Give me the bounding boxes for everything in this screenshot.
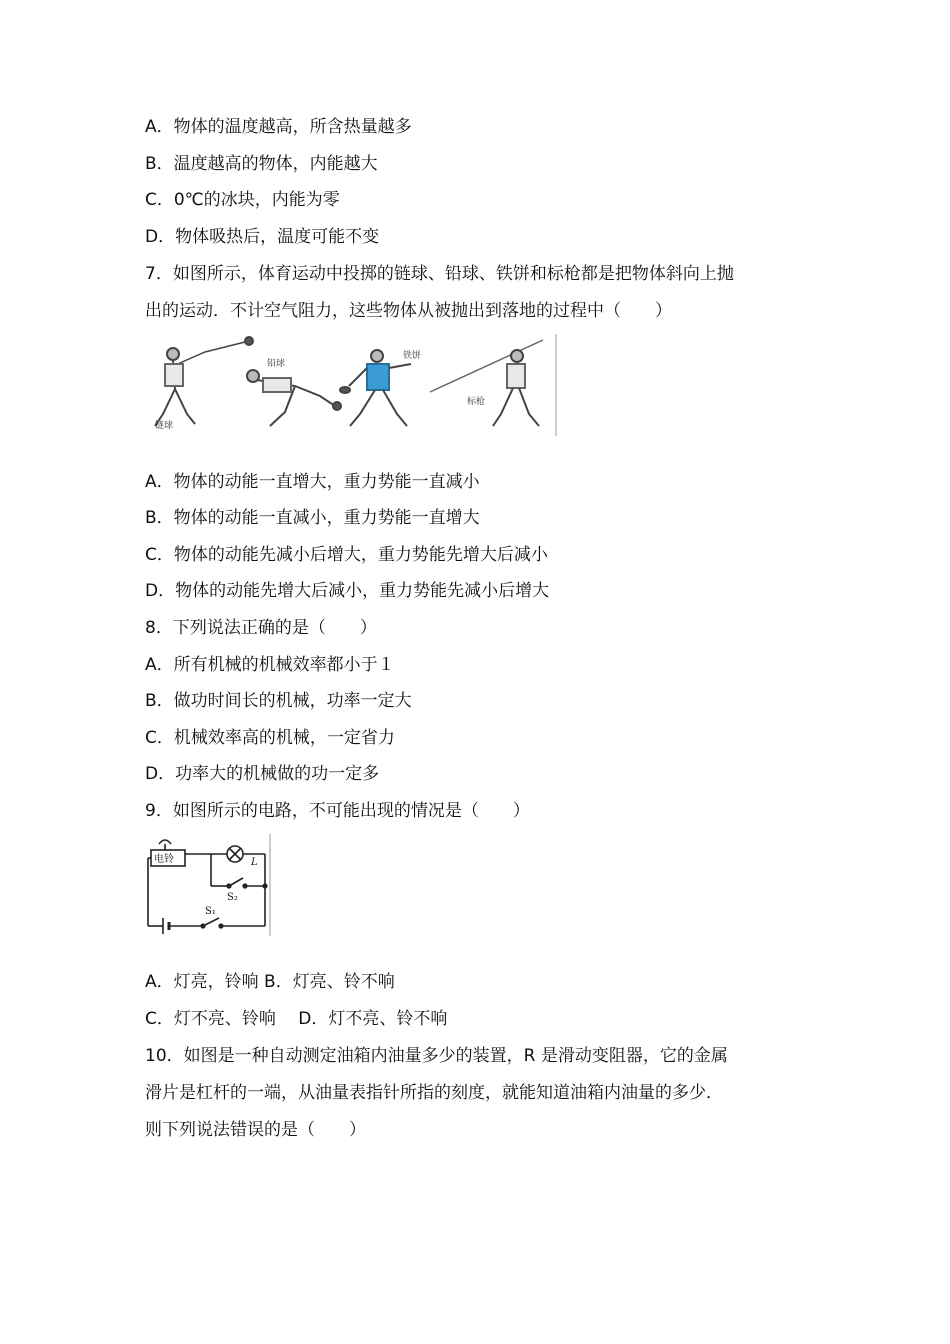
q10-stem-line2: 滑片是杠杆的一端，从油量表指针所指的刻度，就能知道油箱内油量的多少． (145, 1083, 723, 1103)
q6-option-a: A．物体的温度越高，所含热量越多 (145, 117, 412, 137)
q9-stem: 9．如图所示的电路，不可能出现的情况是（ ） (145, 801, 530, 821)
label-hammer: 链球 (155, 421, 174, 431)
q6-option-b: B．温度越高的物体，内能越大 (145, 154, 378, 174)
q8-stem: 8．下列说法正确的是（ ） (145, 618, 377, 638)
lamp-label: L (251, 857, 258, 868)
q8-option-c: C．机械效率高的机械，一定省力 (145, 728, 395, 748)
q7-option-d: D．物体的动能先增大后减小，重力势能先减小后增大 (145, 581, 550, 601)
label-discus: 铁饼 (403, 351, 422, 361)
q7-stem-line1: 7．如图所示，体育运动中投掷的链球、铅球、铁饼和标枪都是把物体斜向上抛 (145, 264, 734, 284)
q7-stem-line2: 出的运动．不计空气阻力，这些物体从被抛出到落地的过程中（ ） (145, 301, 672, 321)
label-shot-put: 铅球 (267, 359, 286, 369)
q9-options-line2: C．灯不亮、铃响 D．灯不亮、铃不响 (145, 1009, 448, 1029)
circuit-diagram (145, 834, 273, 936)
q10-stem-line1: 10．如图是一种自动测定油箱内油量多少的装置，R 是滑动变阻器，它的金属 (145, 1046, 728, 1066)
q8-option-a: A．所有机械的机械效率都小于１ (145, 655, 395, 675)
q6-option-c: C．0℃的冰块，内能为零 (145, 190, 340, 210)
q10-stem-line3: 则下列说法错误的是（ ） (145, 1120, 366, 1140)
q8-option-b: B．做功时间长的机械，功率一定大 (145, 691, 412, 711)
q9-circuit-figure (145, 834, 273, 936)
discus-figure (340, 350, 411, 426)
bell-label: 电铃 (154, 854, 174, 865)
athletes-illustration (145, 334, 557, 436)
label-javelin: 标枪 (467, 397, 486, 407)
hammer-thrower-figure (155, 337, 253, 426)
s1-label: S₁ (205, 906, 216, 917)
q7-option-c: C．物体的动能先减小后增大，重力势能先增大后减小 (145, 545, 548, 565)
s2-label: S₂ (227, 892, 238, 903)
q8-option-d: D．功率大的机械做的功一定多 (145, 764, 380, 784)
q7-option-a: A．物体的动能一直增大，重力势能一直减小 (145, 472, 480, 492)
javelin-figure (430, 340, 543, 426)
q9-options-line1: A．灯亮，铃响 B．灯亮、铃不响 (145, 972, 395, 992)
q7-athletes-figure (145, 334, 557, 436)
shot-put-figure (247, 370, 341, 426)
q7-option-b: B．物体的动能一直减小，重力势能一直增大 (145, 508, 480, 528)
q6-option-d: D．物体吸热后，温度可能不变 (145, 227, 380, 247)
